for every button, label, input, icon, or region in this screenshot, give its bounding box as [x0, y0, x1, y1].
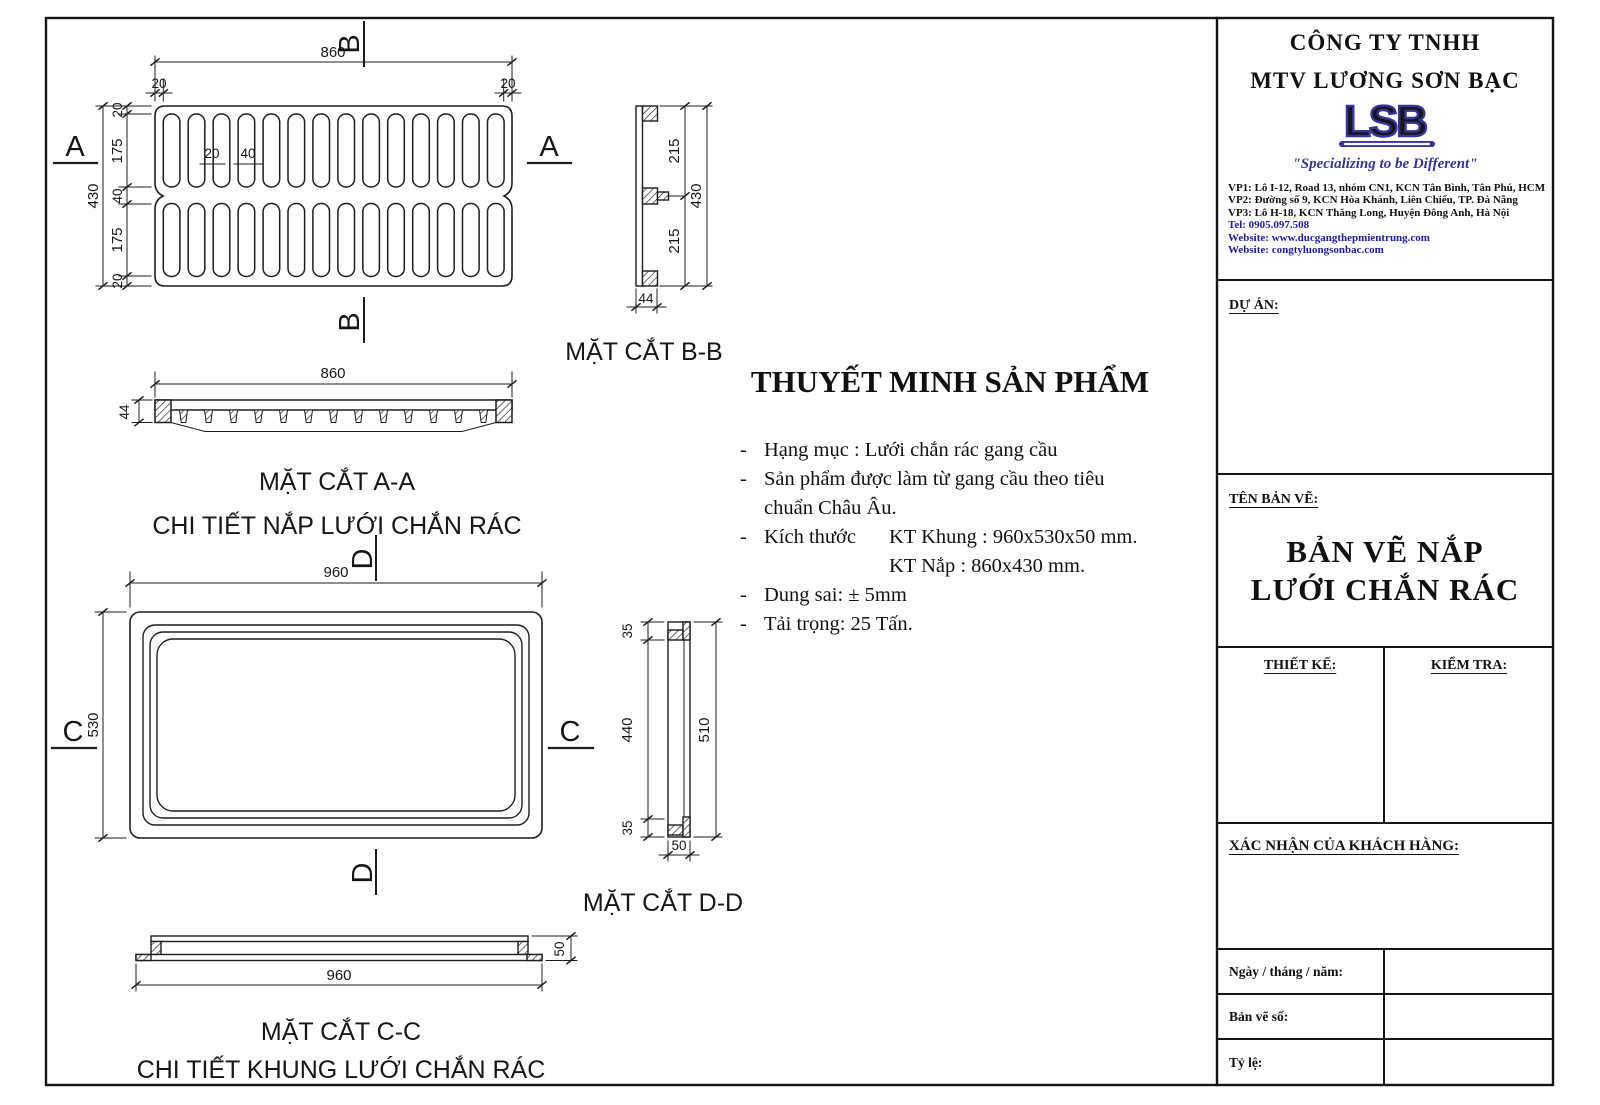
company-addresses [1217, 182, 1553, 256]
bullet-dash: - [740, 468, 747, 490]
design-check-section [1217, 648, 1553, 824]
dim-bb-thickness: 44 [638, 291, 654, 306]
section-marker-d-bottom: D [347, 862, 379, 884]
company-phone: Tel: 0905.097.508 [1228, 219, 1310, 232]
address-vp2: VP2: Đường số 9, KCN Hòa Khánh, Liên Chiểu, TP. Đà Nẵng [1228, 194, 1518, 207]
dim-grate-row-bottom: 175 [109, 227, 126, 253]
section-marker-b-bottom: B [334, 312, 366, 332]
customer-confirm-label: XÁC NHẬN CỦA KHÁCH HÀNG: [1229, 838, 1459, 854]
date-row [1217, 950, 1553, 995]
section-cc-label: MẶT CẮT C-C [260, 1018, 422, 1046]
check-cell [1385, 648, 1553, 822]
item-material-text-2: chuẩn Châu Âu. [764, 497, 897, 519]
bullet-dash: - [740, 526, 747, 548]
item-category-text: Hạng mục : Lưới chắn rác gang cầu [764, 439, 1058, 461]
dim-frame-height: 530 [85, 712, 102, 738]
section-dd-view [668, 622, 690, 837]
description-item-tolerance [740, 581, 1160, 610]
check-label: KIỂM TRA: [1430, 658, 1508, 673]
company-website-2: Website: congtyluongsonbac.com [1228, 244, 1384, 257]
dim-cc-width: 960 [326, 967, 352, 984]
company-name-line2: MTV LƯƠNG SƠN BẠC [1250, 68, 1520, 93]
section-marker-a-right: A [539, 131, 559, 163]
company-name-line1: CÔNG TY TNHH [1289, 30, 1481, 55]
drawing-name-line2: LƯỚI CHẮN RÁC [1250, 572, 1520, 607]
dim-bb-half-top: 215 [666, 138, 683, 164]
item-size-label: Kích thước [764, 526, 856, 548]
title-block [1217, 18, 1553, 1085]
section-cc-sublabel: CHI TIẾT KHUNG LƯỚI CHẮN RÁC [136, 1056, 546, 1084]
description-item-size [740, 523, 1160, 581]
drawing-name-label: TÊN BẢN VẼ: [1229, 492, 1319, 507]
dim-dd-flange-bottom: 35 [620, 820, 635, 836]
section-bb-view [636, 106, 669, 286]
dim-dd-thickness: 50 [671, 838, 687, 853]
company-section [1217, 18, 1553, 281]
bullet-dash: - [740, 613, 747, 635]
drawing-number-label: Bản vẽ số: [1217, 995, 1385, 1038]
date-label: Ngày / tháng / năm: [1217, 950, 1385, 993]
dim-grate-margin-top: 20 [110, 102, 125, 118]
project-label: DỰ ÁN: [1229, 298, 1279, 313]
dim-dd-total: 510 [696, 717, 713, 743]
scale-row [1217, 1040, 1553, 1085]
drawing-name [1217, 533, 1553, 609]
frame-dimensions [52, 536, 593, 894]
dim-bb-half-bottom: 215 [666, 228, 683, 254]
scale-label: Tỷ lệ: [1217, 1040, 1385, 1085]
company-website-1: Website: www.ducgangthepmientrung.com [1228, 231, 1430, 244]
customer-confirm-section [1217, 824, 1553, 950]
section-marker-b-top: B [334, 34, 366, 54]
item-size-lid: KT Nắp : 860x430 mm. [889, 555, 1086, 577]
dim-grate-height: 430 [85, 183, 102, 209]
bullet-dash: - [740, 439, 747, 461]
company-logo [1320, 96, 1450, 154]
drawing-name-section [1217, 475, 1553, 648]
drawing-number-row [1217, 995, 1553, 1040]
dim-grate-slot: 40 [240, 146, 256, 161]
section-aa-sublabel: CHI TIẾT NẮP LƯỚI CHẮN RÁC [152, 512, 522, 540]
dim-grate-end-left: 20 [151, 76, 167, 91]
bullet-dash: - [740, 584, 747, 606]
design-label: THIẾT KẾ: [1263, 658, 1337, 673]
section-marker-c-left: C [62, 716, 84, 748]
address-vp3: VP3: Lô H-18, KCN Thăng Long, Huyện Đông Anh, Hà Nội [1228, 206, 1510, 219]
dim-grate-rib: 20 [204, 146, 220, 161]
section-aa-label: MẶT CẮT A-A [258, 468, 416, 496]
section-marker-d-top: D [347, 548, 379, 570]
dim-aa-thickness: 44 [117, 404, 132, 420]
description-item-load [740, 610, 1160, 639]
dim-frame-width: 960 [323, 564, 349, 581]
dim-dd-mid: 440 [619, 717, 636, 743]
description-title: THUYẾT MINH SẢN PHẨM [750, 364, 1150, 399]
dim-grate-margin-bottom: 20 [110, 273, 125, 289]
company-slogan: "Specializing to be Different" [1292, 156, 1478, 172]
dim-grate-end-right: 20 [500, 76, 516, 91]
dim-bb-total: 430 [688, 183, 705, 209]
dim-aa-width: 860 [320, 365, 346, 382]
section-marker-c-right: C [559, 716, 581, 748]
item-tolerance-text: Dung sai: ± 5mm [764, 584, 907, 606]
grate-plan-view [155, 106, 512, 286]
description-item-material [740, 465, 1160, 494]
section-aa-view [155, 400, 512, 432]
logo-text: LSB [1344, 97, 1426, 146]
section-marker-a-left: A [65, 131, 85, 163]
dim-grate-width: 860 [320, 44, 346, 61]
section-dd-label: MẶT CẮT D-D [582, 889, 744, 917]
address-vp1: VP1: Lô I-12, Road 13, nhóm CN1, KCN Tân Bình, Tân Phú, HCM [1228, 182, 1546, 194]
dim-dd-flange-top: 35 [620, 623, 635, 639]
product-description [740, 362, 1160, 639]
frame-plan-view [130, 612, 542, 838]
item-size-values [889, 523, 1137, 581]
design-cell [1217, 648, 1385, 822]
dim-cc-thickness: 50 [552, 941, 567, 957]
dim-grate-mid: 40 [110, 188, 125, 204]
drawing-name-line1: BẢN VẼ NẮP [1286, 534, 1484, 569]
project-section [1217, 281, 1553, 475]
item-size-frame: KT Khung : 960x530x50 mm. [889, 526, 1138, 548]
dim-grate-row-top: 175 [109, 138, 126, 164]
section-bb-label: MẶT CẮT B-B [565, 338, 723, 366]
description-item-category [740, 436, 1160, 465]
section-cc-view [136, 936, 542, 961]
item-load-text: Tải trọng: 25 Tấn. [764, 613, 913, 635]
item-material-text: Sản phẩm được làm từ gang cầu theo tiêu [764, 468, 1105, 490]
